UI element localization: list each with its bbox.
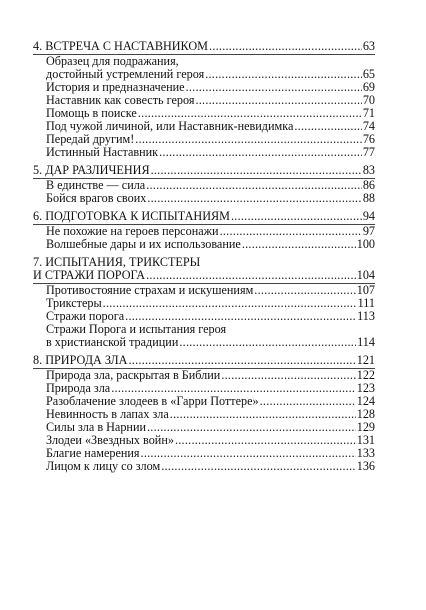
entry-title: 7. ИСПЫТАНИЯ, ТРИКСТЕРЫ: [33, 255, 201, 269]
entry-title: Природа зла: [46, 381, 111, 395]
entry-title: Стражи порога: [46, 309, 125, 323]
dot-leader: [221, 369, 355, 382]
toc-chapter-entry: [33, 40, 375, 55]
page-number: 77: [362, 145, 375, 159]
page-number: 128: [356, 407, 375, 421]
entry-title: Злодеи «Звездных войн»: [46, 433, 174, 447]
dot-leader: [159, 146, 362, 159]
entry-title: в христианской традиции: [46, 335, 179, 349]
page-number: 111: [357, 296, 375, 310]
entry-title: 4. ВСТРЕЧА С НАСТАВНИКОМ: [33, 39, 209, 53]
page-number: 123: [356, 381, 375, 395]
toc-subsection-entry: [33, 460, 375, 473]
entry-title: Передай другим!: [46, 132, 135, 146]
entry-title: 5. ДАР РАЗЛИЧЕНИЯ: [33, 163, 150, 177]
entry-title: Стражи Порога и испытания героя: [46, 322, 227, 336]
page-number: 76: [362, 132, 375, 146]
entry-title: Невинность в лапах зла: [46, 407, 169, 421]
entry-title: Разоблачение злодеев в «Гарри Поттере»: [46, 394, 259, 408]
dot-leader: [179, 336, 356, 349]
entry-title: Благие намерения: [46, 446, 140, 460]
page-number: 133: [356, 446, 375, 460]
dot-leader: [186, 81, 362, 94]
page-number: 124: [356, 394, 375, 408]
entry-title: Силы зла в Нарнии: [46, 420, 146, 434]
dot-leader: [147, 421, 356, 434]
dot-leader: [170, 408, 356, 421]
dot-leader: [151, 164, 362, 177]
entry-title: Не похожие на героев персонажи: [46, 224, 219, 238]
page-number: 104: [356, 268, 375, 282]
page-number: 86: [362, 178, 375, 192]
toc-subsection-entry: [33, 238, 375, 251]
entry-title: История и предназначение: [46, 80, 185, 94]
entry-title: Помощь в поиске: [46, 106, 137, 120]
dot-leader: [209, 40, 362, 53]
dot-leader: [231, 210, 362, 223]
page-number: 71: [362, 106, 375, 120]
entry-title: Образец для подражания,: [46, 54, 179, 68]
page-number: 122: [356, 368, 375, 382]
page-number: 83: [362, 163, 375, 177]
toc-subsection-entry: [33, 146, 375, 159]
entry-title: достойный устремлений героя: [46, 67, 205, 81]
toc-chapter-entry: [33, 164, 375, 179]
entry-title: Под чужой личиной, или Наставник-невидимка: [46, 119, 294, 133]
page-number: 88: [362, 191, 375, 205]
dot-leader: [205, 68, 362, 81]
dot-leader: [141, 447, 356, 460]
dot-leader: [260, 395, 356, 408]
page-number: 129: [356, 420, 375, 434]
toc-subsection-entry: [33, 336, 375, 349]
toc-chapter-entry: [33, 269, 375, 284]
page-number: 65: [362, 67, 375, 81]
page-number: 69: [362, 80, 375, 94]
dot-leader: [175, 434, 356, 447]
page-number: 100: [356, 237, 375, 251]
dot-leader: [103, 297, 357, 310]
toc-chapter-entry: [33, 210, 375, 225]
entry-title: 8. ПРИРОДА ЗЛА: [33, 353, 128, 367]
entry-title: 6. ПОДГОТОВКА К ИСПЫТАНИЯМ: [33, 209, 230, 223]
page-number: 94: [362, 209, 375, 223]
page-number: 136: [356, 459, 375, 473]
table-of-contents: [33, 40, 375, 473]
entry-title: Истинный Наставник: [46, 145, 159, 159]
entry-title: Трикстеры: [46, 296, 102, 310]
entry-title: Природа зла, раскрытая в Библии: [46, 368, 221, 382]
page-number: 113: [357, 309, 375, 323]
entry-title: Лицом к лицу со злом: [46, 459, 161, 473]
dot-leader: [146, 179, 362, 192]
entry-title: Наставник как совесть героя: [46, 93, 195, 107]
dot-leader: [220, 225, 362, 238]
toc-chapter-entry: [33, 354, 375, 369]
entry-title: Противостояние страхам и искушениям: [46, 283, 254, 297]
entry-title: Волшебные дары и их использование: [46, 237, 241, 251]
dot-leader: [147, 192, 361, 205]
entry-title: В единстве — сила: [46, 178, 146, 192]
page-number: 74: [362, 119, 375, 133]
page-number: 121: [356, 353, 375, 367]
page-number: 70: [362, 93, 375, 107]
page-number: 107: [356, 283, 375, 297]
dot-leader: [242, 238, 356, 251]
entry-title: Бойся врагов своих: [46, 191, 147, 205]
toc-subsection-entry: [33, 192, 375, 205]
dot-leader: [146, 269, 356, 282]
dot-leader: [195, 94, 361, 107]
dot-leader: [161, 460, 356, 473]
page-number: 63: [362, 39, 375, 53]
dot-leader: [135, 133, 362, 146]
dot-leader: [294, 120, 361, 133]
entry-title: И СТРАЖИ ПОРОГА: [33, 268, 146, 282]
page-number: 114: [357, 335, 375, 349]
page-number: 131: [356, 433, 375, 447]
page-number: 97: [362, 224, 375, 238]
dot-leader: [254, 284, 355, 297]
dot-leader: [129, 354, 356, 367]
